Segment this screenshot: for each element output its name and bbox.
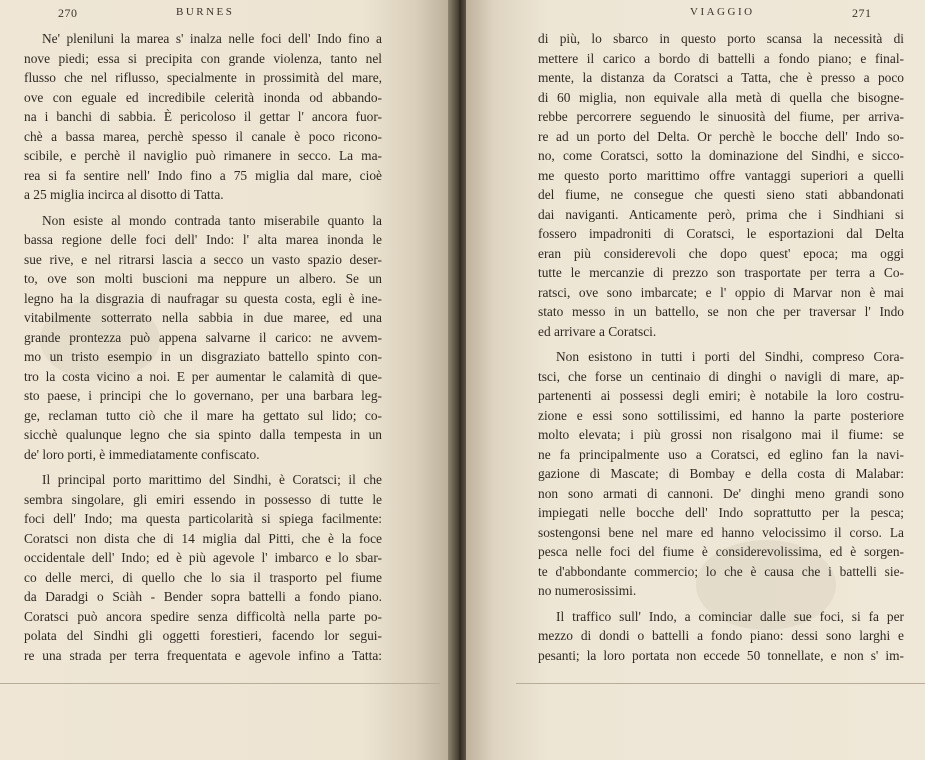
text-line: rea si fa sentire nell' Indo fino a 75 miglia dal mare, cioè [24, 167, 382, 183]
text-line: polata del Sindhi gli oggetti forestieri, facendo lor segui- [24, 628, 382, 643]
text-line: me questo porto marittimo offre vantaggi superiori a quelli [538, 167, 904, 183]
text-line: foci dell' Indo; ma questa particolarità si spiega facilmente: [24, 511, 382, 526]
right-page [466, 0, 925, 760]
text-line: fossero impadroniti di Coratsci, le esportazioni dal Delta [538, 226, 904, 241]
text-line: sembra singolare, gli emiri essendo in possesso di tutte le [24, 491, 382, 507]
text-line: eran più considerevoli che dopo quest' epoca; ma oggi [538, 245, 904, 261]
text-line: da Daradgi o Sciàh - Bender sopra battelli a fondo piano. [24, 589, 382, 604]
text-line: na i banchi di sabbia. È pericoloso il gettar l' ancora fuor- [24, 109, 382, 124]
text-line: pesca nelle foci del fiume è considerevolissima, ed è sorgen- [538, 544, 904, 559]
text-line: tro la costa vicino a noi. E per aumentar le calamità di que- [24, 368, 382, 384]
page-edge-line [516, 683, 925, 684]
text-line: scibile, e perchè il naviglio può rimanere in secco. La ma- [24, 148, 382, 163]
text-line: sto paese, i principi che lo governano, per una barbara leg- [24, 388, 382, 403]
text-line: ratsci, ove sono imbarcate; e l' oppio di Marvar non è mai [538, 284, 904, 300]
left-page [0, 0, 452, 760]
left-page-text [24, 29, 382, 665]
text-line: Il traffico sull' Indo, a cominciar dalle sue foci, si fa per [556, 608, 904, 624]
text-line: sostengonsi bene nel mare ed hanno velocissimo il corso. La [538, 524, 904, 540]
text-line: Coratsci può ancora spedire senza difficoltà nella parte po- [24, 608, 382, 624]
text-line: re una strada per terra frequentata e agevole infino a Tatta: [24, 647, 382, 663]
text-line: nove piedi; essa si precipita con grande violenza, tanto nel [24, 50, 382, 66]
text-line: ove con eguale ed incredibile celerità inonda od abbando- [24, 89, 382, 105]
text-line: to, ove son molti buscioni ma neppure un albero. Se un [24, 271, 382, 286]
right-running-title: VIAGGIO [690, 6, 755, 18]
text-line: impiegati nelle bocche dell' Indo soprattutto per la pesca; [538, 505, 904, 520]
text-line: occidentale dell' Indo; ed è più agevole l' imbarco e lo sbar- [24, 550, 382, 565]
text-line: no numerosissimi. [538, 583, 637, 598]
text-line: pesanti; la loro portata non eccede 50 tonnellate, e non s' im- [538, 647, 904, 663]
text-line: non sono armati di cannoni. De' dinghi meno grandi sono [538, 485, 904, 501]
text-line: mettere il carico a bordo di battelli a fondo piano; e final- [538, 50, 904, 66]
text-line: de' loro porti, è immediatamente confiscato. [24, 446, 260, 462]
page-edge-line [0, 683, 440, 684]
text-line: grande prontezza può appena salvarne il carico: ne avvem- [24, 329, 382, 345]
text-line: bassa regione delle foci dell' Indo: l' alta marea inonda le [24, 232, 382, 247]
right-page-number: 271 [852, 6, 872, 20]
text-line: ge, reclaman tutto ciò che il mare ha gettato sul lido; co- [24, 407, 382, 423]
text-line: ne fa principalmente uso a Coratsci, ed eglino fan la navi- [538, 446, 904, 462]
text-line: Ne' pleniluni la marea s' inalza nelle foci dell' Indo fino a [42, 31, 382, 46]
text-line: di 60 miglia, non equivale alla metà di quella che bisogne- [538, 89, 904, 105]
text-line: a 25 miglia incirca al disotto di Tatta. [24, 187, 224, 202]
text-line: partenenti ai possessi degli emiri; è notabile la loro costru- [538, 388, 904, 403]
text-line: Non esistono in tutti i porti del Sindhi, compreso Cora- [556, 349, 904, 364]
text-line: tsci, che forse un centinaio di dinghi o navigli di mare, ap- [538, 368, 904, 384]
text-line: stato messo in un battello, se non che per traversar l' Indo [538, 304, 904, 319]
text-line: mo un tristo esempio in un disgraziato battello spinto con- [24, 349, 382, 364]
text-line: del fiume, ne consegue che questi sieno stati abbandonati [538, 187, 904, 202]
text-line: Non esiste al mondo contrada tanto miserabile quanto la [42, 212, 382, 228]
text-line: re ad un porto del Delta. Or perchè le bocche dell' Indo so- [538, 128, 904, 144]
text-line: co delle merci, di quello che lo sia il trasporto pel fiume [24, 569, 382, 585]
text-line: chè a bassa marea, perchè spesso il canale è poco ricono- [24, 128, 382, 144]
left-running-title: BURNES [176, 6, 235, 18]
text-line: gazione di Mascate; di Bombay e della costa di Malabar: [538, 466, 904, 481]
text-line: sue rive, e nel ritrarsi lascia a secco un vasto spazio deser- [24, 251, 382, 267]
text-line: di più, lo sbarco in questo porto scansa la necessità di [538, 31, 904, 46]
text-line: mezzo di dondi o battelli a fondo piano: dessi sono larghi e [538, 628, 904, 643]
text-line: sicchè qualunque legno che sia spinto dalla tempesta in un [24, 427, 382, 442]
text-line: te d'abbondante commercio; lo che è causa che i battelli sie- [538, 563, 904, 579]
text-line: Il principal porto marittimo del Sindhi, è Coratsci; il che [42, 472, 382, 487]
text-line: no, come Coratsci, sotto la dominazione del Sindhi, e sicco- [538, 148, 904, 163]
text-line: Coratsci non dista che di 14 miglia dal Pitti, che è la foce [24, 530, 382, 546]
text-line: zione e essi sono sottilissimi, ed hanno la parte posteriore [538, 407, 904, 423]
text-line: tutte le mercanzie di prezzo son trasportate per terra a Co- [538, 265, 904, 280]
text-line: mente, la distanza da Coratsci a Tatta, che è presso a poco [538, 70, 904, 85]
text-line: molto elevata; i più grossi non risalgono mai il fiume: se [538, 427, 904, 442]
right-page-text [538, 29, 904, 665]
text-line: rebbe percorrere seguendo le sinuosità del fiume, per arriva- [538, 109, 904, 124]
text-line: ed arrivare a Coratsci. [538, 323, 657, 339]
left-page-number: 270 [58, 6, 78, 20]
text-line: vitabilmente sotterrato nella sabbia in due maree, ed una [24, 310, 382, 325]
text-line: dai naviganti. Anticamente però, prima che i Sindhiani si [538, 206, 904, 222]
text-line: legno ha la disgrazia di naufragar su questa costa, egli è ine- [24, 290, 382, 306]
text-line: flusso che nel riflusso, specialmente in prossimità del mare, [24, 70, 382, 85]
